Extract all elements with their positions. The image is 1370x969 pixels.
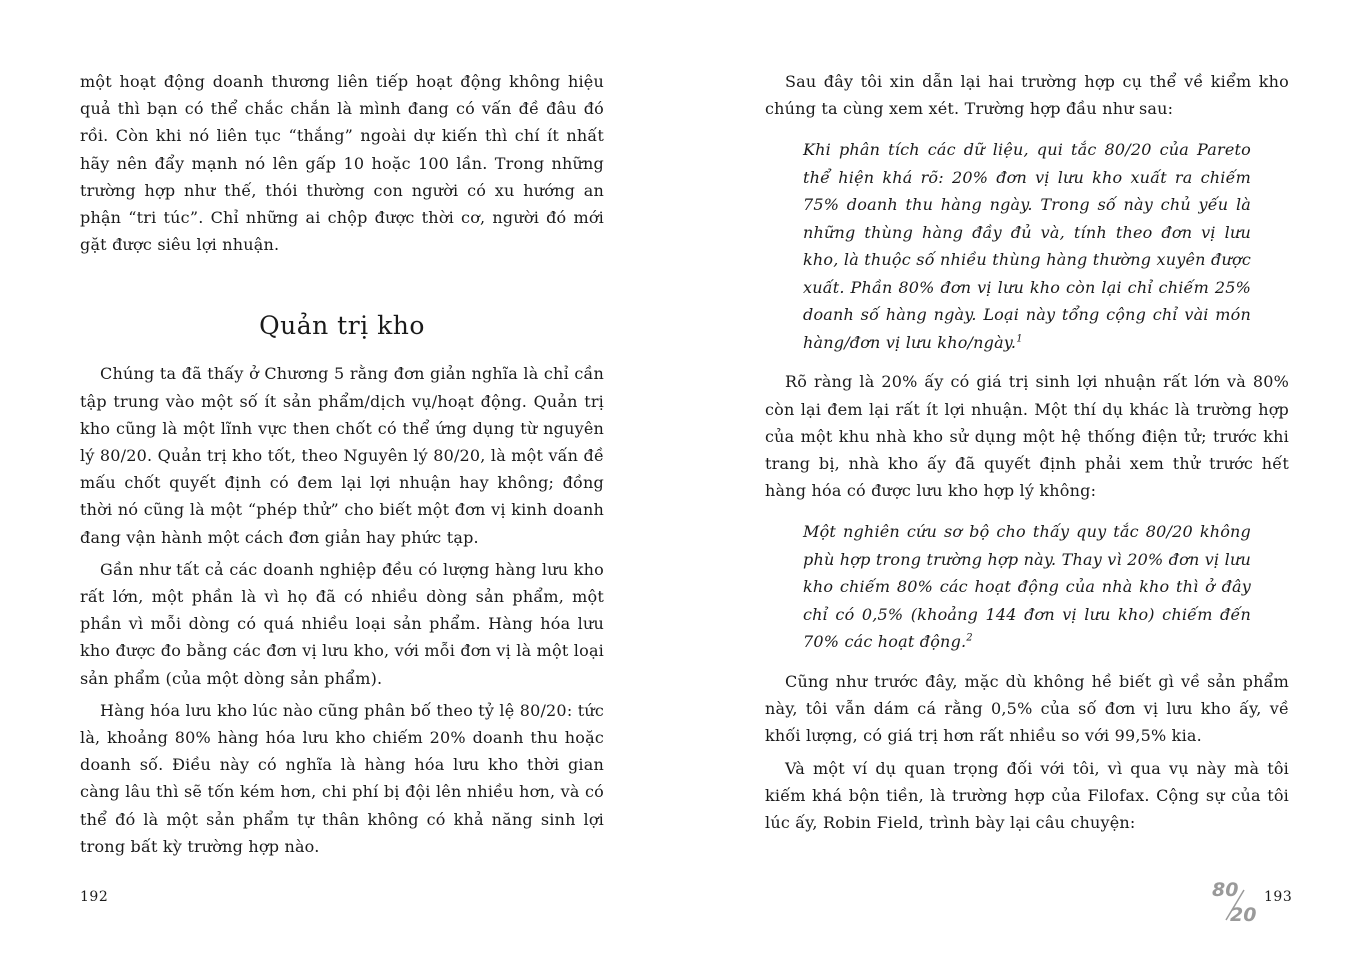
quote-body: Khi phân tích các dữ liệu, qui tắc 80/20 của Pareto thể hiện khá rõ: 20% đơn vị lưu kho xuất ra chiếm 75% doanh thu hàng ngày. Trong số này chủ yếu là những thùng hàng đầy đủ và, tính theo đơn vị lưu kho, là thuộc số nhiều thùng hàng thường xuyên được xuất. Phần 80% đơn vị lưu kho còn lại chỉ chiếm 25% doanh số hàng ngày. Loại này tổng cộng chỉ vài món hàng/đơn vị lưu kho/ngày. (803, 140, 1251, 352)
right-page (765, 68, 1289, 836)
page-number-right: 193 (1264, 889, 1293, 905)
block-quote (803, 136, 1251, 356)
paragraph: Cũng như trước đây, mặc dù không hề biết gì về sản phẩm này, tôi vẫn dám cá rằng 0,5% của số đơn vị lưu kho ấy, về khối lượng, có giá trị hơn rất nhiều so với 99,5% kia. (765, 671, 1289, 746)
paragraph: Rõ ràng là 20% ấy có giá trị sinh lợi nhuận rất lớn và 80% còn lại đem lại rất ít lợi nhuận. Một thí dụ khác là trường hợp của một khu nhà kho sử dụng một hệ thống điện tử; trước khi trang bị, nhà kho ấy đã quyết định phải xem thử trước hết hàng hóa có được lưu kho hợp lý không: (765, 372, 1289, 501)
page-number-left: 192 (80, 889, 109, 905)
paragraph: Sau đây tôi xin dẫn lại hai trường hợp cụ thể về kiểm kho chúng ta cùng xem xét. Trường hợp đầu như sau: (765, 72, 1289, 119)
quote-text (803, 518, 1251, 656)
8020-logo (1210, 876, 1262, 926)
footnote-marker: 1 (1016, 333, 1023, 345)
left-page (80, 68, 604, 860)
section-heading: Quản trị kho (259, 311, 425, 341)
paragraph: Và một ví dụ quan trọng đối với tôi, vì qua vụ này mà tôi kiếm khá bộn tiền, là trường hợp của Filofax. Cộng sự của tôi lúc ấy, Robin Field, trình bày lại câu chuyện: (765, 758, 1289, 832)
logo-top-number: 80 (1212, 879, 1239, 901)
footnote-marker: 2 (966, 633, 973, 645)
paragraph: Hàng hóa lưu kho lúc nào cũng phân bố theo tỷ lệ 80/20: tức là, khoảng 80% hàng hóa lưu kho chiếm 20% doanh thu hoặc doanh số. Điều này có nghĩa là hàng hóa lưu kho thời gian càng lâu thì sẽ tốn kém hơn, chi phí bị đội lên nhiều hơn, và có thể đó là một sản phẩm tự thân không có khả năng sinh lợi trong bất kỳ trường hợp nào. (80, 700, 604, 856)
paragraph: Gần như tất cả các doanh nghiệp đều có lượng hàng lưu kho rất lớn, một phần là vì họ đã có nhiều dòng sản phẩm, một phần vì mỗi dòng có quá nhiều loại sản phẩm. Hàng hóa lưu kho được đo bằng các đơn vị lưu kho, với mỗi đơn vị là một loại sản phẩm (của một dòng sản phẩm). (80, 559, 604, 688)
paragraph: một hoạt động doanh thương liên tiếp hoạt động không hiệu quả thì bạn có thể chắc chắn là mình đang có vấn đề đâu đó rồi. Còn khi nó liên tục “thắng” ngoài dự kiến thì chí ít nhất hãy nên đẩy mạnh nó lên gấp 10 hoặc 100 lần. Trong những trường hợp như thế, thói thường con người có xu hướng an phận “tri túc”. Chỉ những ai chộp được thời cơ, người đó mới gặt được siêu lợi nhuận. (80, 72, 604, 255)
paragraph: Chúng ta đã thấy ở Chương 5 rằng đơn giản nghĩa là chỉ cần tập trung vào một số ít sản phẩm/dịch vụ/hoạt động. Quản trị kho cũng là một lĩnh vực then chốt có thể ứng dụng từ nguyên lý 80/20. Quản trị kho tốt, theo Nguyên lý 80/20, là một vấn đề mấu chốt quyết định có đem lại lợi nhuận hay không; đồng thời nó cũng là một “phép thử” cho biết một đơn vị kinh doanh đang vận hành một cách đơn giản hay phức tạp. (80, 364, 604, 547)
block-quote (803, 518, 1251, 656)
quote-body: Một nghiên cứu sơ bộ cho thấy quy tắc 80/20 không phù hợp trong trường hợp này. Thay vì 20% đơn vị lưu kho chiếm 80% các hoạt động của nhà kho thì ở đây chỉ có 0,5% (khoảng 144 đơn vị lưu kho) chiếm đến 70% các hoạt động. (803, 522, 1251, 652)
logo-bottom-number: 20 (1230, 904, 1257, 926)
quote-text (803, 136, 1251, 356)
